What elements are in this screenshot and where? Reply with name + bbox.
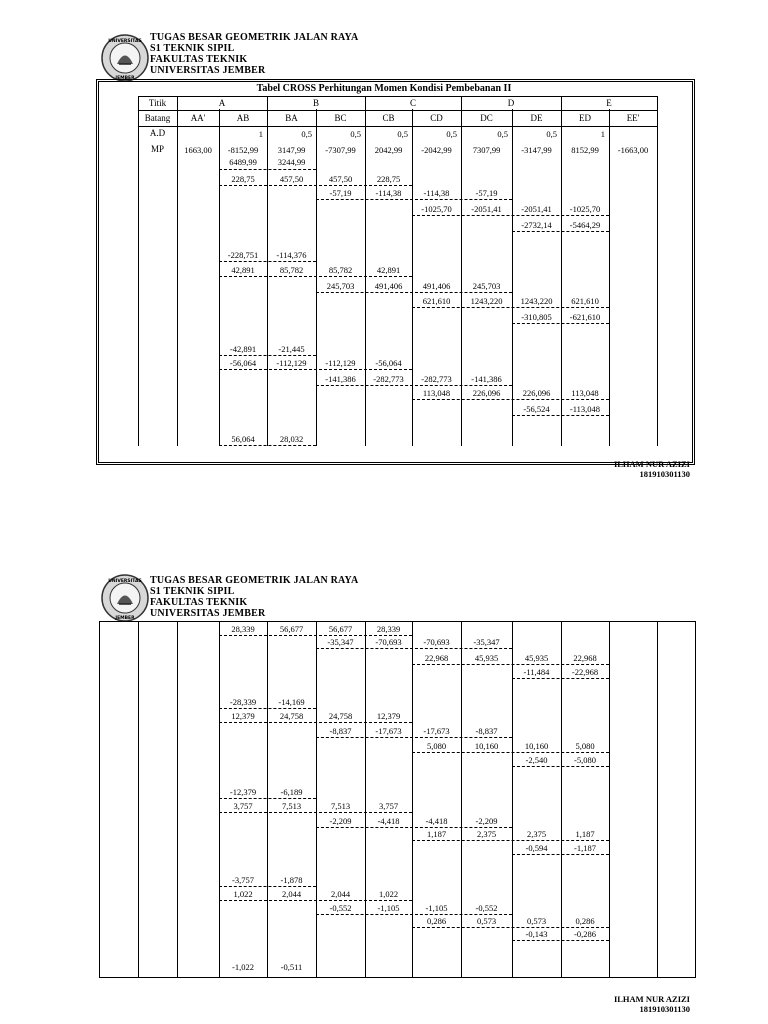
fixed-end-moment: 2042,99 — [374, 145, 403, 155]
moment-value: -1,105 — [377, 903, 400, 913]
moment-value: 5,080 — [575, 741, 595, 751]
moment-value: -22,968 — [571, 667, 599, 677]
moment-value: 2,044 — [281, 889, 302, 899]
moment-value: 28,032 — [279, 434, 304, 444]
column-line — [219, 621, 220, 977]
moment-value: 245,703 — [326, 281, 355, 291]
moment-value: 245,703 — [472, 281, 501, 291]
separator — [219, 722, 412, 723]
moment-value: -2051,41 — [471, 204, 502, 214]
moment-value: 85,782 — [279, 265, 304, 275]
moment-value: -11,484 — [523, 667, 550, 677]
moment-value: -228,751 — [227, 250, 259, 260]
column-line — [609, 621, 610, 977]
moment-value: -70,693 — [375, 637, 402, 647]
member-header: CD — [430, 113, 443, 123]
moment-value: -8,837 — [475, 726, 498, 736]
separator — [219, 886, 316, 887]
distribution-factor: 0,5 — [397, 129, 408, 139]
moment-value: -3,757 — [232, 875, 254, 885]
author-nim: 181910301130 — [639, 469, 690, 479]
fixed-end-moment: 7307,99 — [472, 145, 501, 155]
moment-value: 0,286 — [575, 916, 595, 926]
header-line-4: UNIVERSITAS JEMBER — [150, 65, 266, 76]
member-header: BA — [285, 113, 298, 123]
moment-value: -112,129 — [325, 358, 356, 368]
moment-value: -2,209 — [329, 816, 352, 826]
fixed-end-moment: 8152,99 — [571, 145, 599, 155]
column-line — [316, 621, 317, 977]
moment-value: 491,406 — [422, 281, 451, 291]
moment-value: 621,610 — [571, 296, 599, 306]
moment-value: -21,445 — [278, 344, 305, 354]
fixed-end-moment: -1663,00 — [617, 145, 649, 155]
moment-value: -1,187 — [574, 843, 596, 853]
fixed-end-moment: 1663,00 — [184, 145, 212, 155]
mp-label: MP — [150, 144, 164, 154]
balance-ab: 6489,99 — [229, 157, 257, 167]
moment-value: -1025,70 — [421, 204, 452, 214]
moment-value: 28,339 — [231, 624, 255, 634]
member-header: EE' — [626, 113, 640, 123]
fixed-end-moment: -7307,99 — [325, 145, 356, 155]
moment-value: -1025,70 — [569, 204, 601, 214]
moment-value: 228,75 — [231, 174, 255, 184]
moment-value: 56,064 — [231, 434, 255, 444]
moment-value: 491,406 — [374, 281, 403, 291]
moment-value: -621,610 — [569, 312, 601, 322]
fixed-end-moment: -8152,99 — [227, 145, 259, 155]
header-line-4: UNIVERSITAS JEMBER — [150, 608, 266, 619]
distribution-factor: 0,5 — [446, 129, 457, 139]
moment-value: -0,552 — [475, 903, 498, 913]
member-header: CB — [382, 113, 395, 123]
moment-value: -2,540 — [525, 755, 548, 765]
distribution-factor: 0,5 — [497, 129, 508, 139]
moment-value: 0,573 — [526, 916, 547, 926]
moment-value: -35,347 — [327, 637, 354, 647]
moment-value: 0,286 — [426, 916, 447, 926]
joint-a: A — [218, 98, 226, 108]
separator — [316, 827, 512, 828]
moment-value: -57,19 — [475, 188, 498, 198]
seal-top-text: UNIVERSITAS — [108, 39, 142, 44]
carry-ba: 3244,99 — [277, 157, 306, 167]
moment-value: 2,375 — [526, 829, 547, 839]
moment-value: 113,048 — [571, 388, 599, 398]
moment-value: 113,048 — [422, 388, 451, 398]
separator — [219, 812, 412, 813]
moment-value: 2,044 — [330, 889, 351, 899]
moment-value: 1243,220 — [520, 296, 553, 306]
moment-value: -0,552 — [329, 903, 352, 913]
author-block — [614, 994, 690, 1014]
header-line-1: TUGAS BESAR GEOMETRIK JALAN RAYA — [150, 32, 359, 43]
separator — [412, 927, 609, 928]
moment-value: 1,022 — [378, 889, 399, 899]
moment-value: 1,187 — [575, 829, 595, 839]
moment-value: -56,064 — [229, 358, 257, 368]
fixed-end-moment: -3147,99 — [521, 145, 552, 155]
moment-value: 85,782 — [328, 265, 353, 275]
distribution-factor: 0,5 — [546, 129, 557, 139]
moment-value: -1,105 — [425, 903, 448, 913]
moment-value: -1,878 — [280, 875, 303, 885]
distribution-factor: 1 — [600, 129, 605, 139]
moment-value: -12,379 — [229, 787, 257, 797]
separator — [316, 648, 512, 649]
moment-value: 621,610 — [422, 296, 451, 306]
moment-value: 0,573 — [476, 916, 497, 926]
column-line — [657, 621, 658, 977]
moment-value: -56,064 — [375, 358, 402, 368]
moment-value: 3,757 — [233, 801, 253, 811]
author-name: ILHAM NUR AZIZI — [613, 459, 690, 469]
separator — [316, 914, 512, 915]
titik-label: Titik — [148, 98, 167, 108]
moment-value: -282,773 — [421, 374, 452, 384]
seal-top-text: UNIVERSITAS — [108, 579, 142, 584]
moment-value: -2732,14 — [521, 220, 552, 230]
fixed-end-moment: 3147,99 — [277, 145, 306, 155]
joint-c: C — [409, 98, 416, 108]
batang-label: Batang — [144, 113, 171, 123]
moment-value: -1,022 — [232, 962, 254, 972]
joint-b: B — [312, 98, 319, 108]
moment-value: -141,386 — [325, 374, 356, 384]
distribution-factor: 0,5 — [301, 129, 312, 139]
moment-value: 7,513 — [281, 801, 302, 811]
distribution-factor: 1 — [258, 129, 263, 139]
moment-value: 12,379 — [376, 711, 401, 721]
moment-value: 3,757 — [378, 801, 399, 811]
moment-value: -35,347 — [473, 637, 500, 647]
moment-value: -6,189 — [280, 787, 303, 797]
moment-value: -42,891 — [229, 344, 257, 354]
moment-value: -57,19 — [329, 188, 352, 198]
moment-value: -310,805 — [521, 312, 552, 322]
moment-value: 1243,220 — [470, 296, 503, 306]
separator — [219, 900, 412, 901]
university-seal-icon — [100, 573, 150, 623]
moment-value: 457,50 — [279, 174, 304, 184]
moment-value: -114,38 — [423, 188, 450, 198]
ad-label: A.D — [149, 128, 166, 138]
moment-value: -114,376 — [276, 250, 307, 260]
member-header: BC — [334, 113, 347, 123]
moment-value: -4,418 — [425, 816, 448, 826]
header-line-3: FAKULTAS TEKNIK — [150, 54, 248, 65]
separator — [412, 664, 609, 665]
document-header — [150, 575, 358, 619]
column-line — [267, 621, 268, 977]
moment-value: -112,129 — [276, 358, 307, 368]
moment-value: -70,693 — [423, 637, 450, 647]
moment-value: -114,38 — [375, 188, 402, 198]
moment-value: -2,209 — [475, 816, 498, 826]
moment-value: 226,096 — [472, 388, 501, 398]
moment-value: -0,511 — [280, 962, 303, 972]
member-header: AB — [236, 113, 250, 123]
moment-value: -0,143 — [525, 929, 548, 939]
moment-value: 45,935 — [474, 653, 499, 663]
moment-value: 1,022 — [233, 889, 253, 899]
distribution-factor: 0,5 — [350, 129, 361, 139]
separator — [412, 840, 609, 841]
author-name: ILHAM NUR AZIZI — [613, 994, 690, 1004]
moment-value: -282,773 — [373, 374, 404, 384]
header-line-2: S1 TEKNIK SIPIL — [150, 586, 235, 597]
table-title: Tabel CROSS Perhitungan Momen Kondisi Pembebanan II — [256, 83, 512, 94]
moment-value: -8,837 — [329, 726, 352, 736]
column-line — [138, 621, 139, 977]
moment-value: 5,080 — [426, 741, 447, 751]
author-nim: 181910301130 — [639, 1004, 690, 1014]
moment-value: 457,50 — [328, 174, 353, 184]
member-header: DE — [530, 113, 543, 123]
moment-value: 7,513 — [330, 801, 351, 811]
separator — [512, 940, 609, 941]
seal-bottom-text: JEMBER — [115, 616, 135, 621]
moment-value: -17,673 — [375, 726, 402, 736]
column-line — [365, 621, 366, 977]
header-line-3: FAKULTAS TEKNIK — [150, 597, 248, 608]
moment-value: 228,75 — [376, 174, 401, 184]
moment-value: 56,677 — [328, 624, 353, 634]
moment-value: 56,677 — [279, 624, 304, 634]
moment-value: -14,169 — [278, 697, 305, 707]
moment-value: -113,048 — [569, 404, 601, 414]
separator — [219, 635, 412, 636]
seal-bottom-text: JEMBER — [115, 76, 135, 81]
moment-value: -4,418 — [377, 816, 400, 826]
moment-value: 10,160 — [474, 741, 499, 751]
member-header: DC — [480, 113, 493, 123]
moment-value: -5,080 — [574, 755, 596, 765]
moment-value: -2051,41 — [521, 204, 552, 214]
moment-value: 24,758 — [279, 711, 304, 721]
joint-d: D — [507, 98, 515, 108]
moment-value: 22,968 — [573, 653, 597, 663]
joint-e: E — [606, 98, 612, 108]
separator — [316, 737, 512, 738]
column-line — [177, 621, 178, 977]
moment-value: 42,891 — [231, 265, 255, 275]
moment-value: -0,286 — [574, 929, 596, 939]
moment-value: -0,594 — [525, 843, 548, 853]
moment-value: 42,891 — [376, 265, 401, 275]
separator — [512, 854, 609, 855]
separator — [219, 798, 316, 799]
separator — [512, 678, 609, 679]
separator — [512, 766, 609, 767]
fixed-end-moment: -2042,99 — [421, 145, 452, 155]
moment-value: 2,375 — [476, 829, 497, 839]
moment-value: -56,524 — [523, 404, 550, 414]
separator — [219, 708, 316, 709]
moment-value: 226,096 — [522, 388, 551, 398]
moment-value: 24,758 — [328, 711, 353, 721]
moment-value: -28,339 — [229, 697, 257, 707]
header-line-1: TUGAS BESAR GEOMETRIK JALAN RAYA — [150, 575, 359, 586]
header-line-2: S1 TEKNIK SIPIL — [150, 43, 235, 54]
moment-value: -17,673 — [423, 726, 450, 736]
moment-value: 10,160 — [524, 741, 549, 751]
moment-value: 45,935 — [524, 653, 549, 663]
member-header: ED — [579, 113, 591, 123]
member-header: AA' — [190, 113, 206, 123]
moment-value: 22,968 — [424, 653, 449, 663]
moment-value: 28,339 — [376, 624, 401, 634]
moment-value: -5464,29 — [569, 220, 601, 230]
separator — [412, 752, 609, 753]
moment-value: 1,187 — [426, 829, 447, 839]
moment-value: 12,379 — [231, 711, 255, 721]
moment-value: -141,386 — [471, 374, 502, 384]
